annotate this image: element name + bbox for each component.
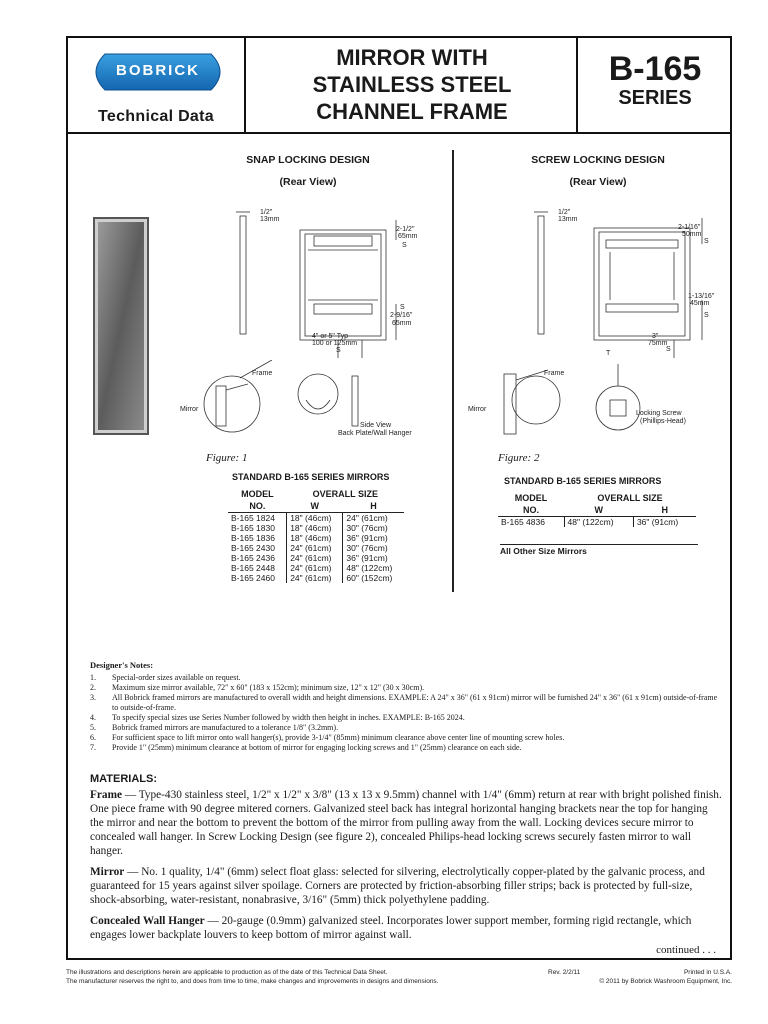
- height-cell: 36" (91cm): [346, 553, 388, 563]
- col-model: MODEL: [241, 489, 274, 499]
- dim-d: 4" or 5" Typ: [312, 333, 348, 340]
- col-no: NO.: [498, 504, 564, 517]
- col-h: H: [633, 504, 696, 517]
- snap-locking-subheading: (Rear View): [279, 176, 337, 188]
- note-number: 4.: [90, 713, 96, 722]
- mirror-text: — No. 1 quality, 1/4" (6mm) select float glass: selected for silvering, electrolytically copper-plated by the galvanic process, and guaranteed for 15 years against silver spoilage. Corners are protected by friction-absorbing filler strips; back is protected by full-size, shock-absorbing, water-resistant, nonabrasive, 3/16" (5mm) thick polyethylene padding.: [90, 866, 705, 906]
- width-cell: 18" (46cm): [287, 513, 343, 524]
- note-item: [90, 683, 720, 693]
- notes-list: [90, 673, 720, 753]
- model-cell: B-165 1830: [228, 523, 287, 533]
- height-cell: 24" (61cm): [346, 513, 388, 523]
- figure-1-caption: Figure: 1: [206, 452, 248, 464]
- table-row: [228, 513, 404, 524]
- footer-line-1: The illustrations and descriptions herein are applicable to production as of the date of this Technical Data Sheet.: [66, 969, 388, 976]
- data-sheet: [66, 36, 732, 960]
- height-cell: 60" (152cm): [346, 573, 393, 583]
- model-cell: B-165 1824: [228, 513, 287, 524]
- note-text: To specify special sizes use Series Number followed by width then height in inches. EXAMPLE: B-165 2024.: [112, 713, 465, 722]
- snap-locking-heading: SNAP LOCKING DESIGN: [246, 154, 370, 166]
- locking-screw-callout: Locking Screw: [636, 410, 682, 417]
- logo-cell: [68, 38, 246, 132]
- table-row: [228, 543, 404, 553]
- copyright: © 2011 by Bobrick Washroom Equipment, Inc.: [599, 978, 732, 985]
- model-cell: B-165 4836: [498, 517, 564, 528]
- note-item: [90, 733, 720, 743]
- col-overall-size: OVERALL SIZE: [597, 493, 663, 503]
- model-cell: B-165 1836: [228, 533, 287, 543]
- dim-c: 2-9/16": [390, 312, 413, 319]
- height-cell: 30" (76cm): [346, 543, 388, 553]
- width-cell: 18" (46cm): [287, 533, 343, 543]
- width-cell: 24" (61cm): [287, 543, 343, 553]
- table-row: [228, 533, 404, 543]
- note-number: 1.: [90, 673, 96, 682]
- brand-name: BOBRICK: [116, 62, 200, 79]
- col-no: NO.: [228, 500, 287, 513]
- screw-dim-c: 1-13/16": [688, 293, 715, 300]
- designers-notes: [90, 660, 720, 753]
- notes-title: Designer's Notes:: [90, 660, 154, 670]
- col-model: MODEL: [514, 493, 548, 503]
- note-text: For sufficient space to lift mirror onto wall hanger(s), provide 3-1/4" (85mm) minimum clearance above center line of mounting screw holes.: [112, 733, 565, 742]
- note-number: 5.: [90, 723, 96, 732]
- mirror-photo: [92, 216, 150, 436]
- table-row: [228, 523, 404, 533]
- note-number: 3.: [90, 693, 96, 702]
- screw-dim-d: 3": [652, 333, 659, 340]
- footer-line-2: The manufacturer reserves the right to, and does from time to time, make changes and improvements in designs and dimensions.: [66, 978, 439, 985]
- note-item: [90, 713, 720, 723]
- model-cell: B-165 2460: [228, 573, 287, 583]
- screw-dim-a-mm: 13mm: [558, 216, 578, 223]
- col-h: H: [343, 500, 404, 513]
- mirror-paragraph: [90, 865, 724, 907]
- model-cell: B-165 2430: [228, 543, 287, 553]
- note-number: 6.: [90, 733, 96, 742]
- note-item: [90, 693, 720, 713]
- note-number: 2.: [90, 683, 96, 692]
- dim-c-mm: 65mm: [392, 320, 412, 327]
- screw-dim-b-mm: 50mm: [682, 231, 702, 238]
- height-cell: 48" (122cm): [346, 563, 393, 573]
- table-row: [228, 563, 404, 573]
- note-text: Special-order sizes available on request.: [112, 673, 241, 682]
- backplate-callout: Back Plate/Wall Hanger: [338, 430, 412, 437]
- materials-heading: MATERIALS:: [90, 773, 158, 785]
- dim-s-bottom: S: [400, 304, 405, 311]
- screw-dim-s: S: [704, 312, 709, 319]
- continued-note: continued . . .: [656, 944, 716, 956]
- screw-dim-b: 2-1/16": [678, 224, 701, 231]
- note-text: Provide 1" (25mm) minimum clearance at bottom of mirror for engaging locking screws and 1" (25mm) clearance on each side.: [112, 743, 522, 752]
- model-cell: B-165 2448: [228, 563, 287, 573]
- model-cell: [580, 38, 730, 132]
- footer-disclaimer: [66, 968, 526, 986]
- table-row: [228, 573, 404, 583]
- note-text: Maximum size mirror available, 72" x 60" (183 x 152cm); minimum size, 12" x 12" (30 x 30cm).: [112, 683, 425, 692]
- side-view-callout: Side View: [360, 422, 392, 429]
- note-item: [90, 723, 720, 733]
- dim-b: 2-1/2": [396, 226, 415, 233]
- mirror-callout: Mirror: [180, 406, 199, 413]
- screw-locking-subheading: (Rear View): [569, 176, 627, 188]
- title-line-1: MIRROR WITH: [336, 45, 488, 70]
- screw-detail-drawing: [478, 360, 678, 440]
- header: [68, 38, 730, 134]
- dim-a-mm: 13mm: [260, 216, 280, 223]
- width-cell: 24" (61cm): [287, 553, 343, 563]
- series-label: SERIES: [618, 87, 692, 109]
- width-cell: 24" (61cm): [287, 573, 343, 583]
- mirror-label: Mirror: [90, 866, 125, 878]
- left-table-title: STANDARD B-165 SERIES MIRRORS: [232, 472, 390, 482]
- screw-dim-t: T: [606, 350, 611, 357]
- table-row: [498, 517, 696, 528]
- right-mirror-table: [498, 492, 696, 527]
- dim-s-bottom-2: S: [336, 347, 341, 354]
- figure-2-caption: Figure: 2: [498, 452, 540, 464]
- column-divider: [452, 150, 454, 592]
- width-cell: 18" (46cm): [287, 523, 343, 533]
- width-cell: 48" (122cm): [564, 517, 633, 528]
- screw-mirror-callout: Mirror: [468, 406, 487, 413]
- table-row: [228, 553, 404, 563]
- dim-a: 1/2": [260, 209, 273, 216]
- height-cell: 36" (91cm): [346, 533, 388, 543]
- title-line-3: CHANNEL FRAME: [316, 99, 508, 124]
- col-w: W: [287, 500, 343, 513]
- screw-frame-callout: Frame: [544, 370, 565, 377]
- note-number: 7.: [90, 743, 96, 752]
- screw-dim-c-mm: 45mm: [690, 300, 710, 307]
- right-table-title: STANDARD B-165 SERIES MIRRORS: [504, 476, 662, 486]
- frame-text: — Type-430 stainless steel, 1/2" x 1/2" x 3/8" (13 x 13 x 9.5mm) channel with 1/4" (6mm) return at rear with bright polished finish. One piece frame with 90 degree mitered corners. Galvanized steel back has integral horizontal hanging brackets near the top for hanging the mirror and near the bottom to prevent the bottom of the mirror from pulling away from the wall. Locking devices secure mirror to concealed wall hanger. In Screw Locking Design (see figure 2), concealed Philips-head locking screws securely fasten mirror to wall hanger.: [90, 789, 722, 857]
- frame-callout: Frame: [252, 370, 273, 377]
- col-overall-size: OVERALL SIZE: [312, 489, 379, 499]
- height-cell: 30" (76cm): [346, 523, 388, 533]
- frame-label: Frame: [90, 789, 122, 801]
- title-line-2: STAINLESS STEEL: [312, 72, 512, 97]
- footer-right: [548, 968, 732, 986]
- left-mirror-table: [228, 488, 404, 583]
- dim-s-top: S: [402, 242, 407, 249]
- col-w: W: [564, 504, 633, 517]
- screw-locking-heading: SCREW LOCKING DESIGN: [531, 154, 665, 166]
- note-item: [90, 743, 720, 753]
- hanger-text: — 20-gauge (0.9mm) galvanized steel. Incorporates lower support member, forming rigid rectangle, which engages lower backplate louvers to keep bottom of mirror against wall.: [90, 915, 692, 941]
- model-number: B-165: [608, 50, 702, 88]
- other-sizes-note: All Other Size Mirrors: [500, 544, 698, 556]
- technical-data-label: Technical Data: [98, 108, 214, 125]
- hanger-paragraph: [90, 914, 724, 942]
- revision: Rev. 2/2/11: [548, 969, 581, 976]
- hanger-label: Concealed Wall Hanger: [90, 915, 205, 927]
- frame-paragraph: [90, 788, 724, 858]
- printed-in: Printed in U.S.A.: [683, 969, 732, 976]
- screw-dim-d-mm: 75mm: [648, 340, 668, 347]
- note-item: [90, 673, 720, 683]
- model-cell: B-165 2436: [228, 553, 287, 563]
- dim-b-mm: 65mm: [398, 233, 418, 240]
- screw-dim-s-top: S: [704, 238, 709, 245]
- width-cell: 24" (61cm): [287, 563, 343, 573]
- note-text: Bobrick framed mirrors are manufactured to a tolerance 1/8" (3.2mm).: [112, 723, 339, 732]
- dim-d-mm: 100 or 125mm: [312, 340, 358, 347]
- screw-dim-a: 1/2": [558, 209, 571, 216]
- note-text: All Bobrick framed mirrors are manufactured to overall width and height dimensions. EXAMPLE: A 24" x 36" (61 x 91cm) mirror will be furnished 24" x 36" (61 x 91cm) outside-of-frame to outside-of-frame.: [112, 693, 718, 712]
- materials-section: [90, 772, 724, 949]
- screw-dim-s-bottom: S: [666, 346, 671, 353]
- title-cell: [248, 38, 578, 132]
- height-cell: 36" (91cm): [636, 517, 679, 527]
- phillips-callout: (Phillips-Head): [640, 418, 686, 425]
